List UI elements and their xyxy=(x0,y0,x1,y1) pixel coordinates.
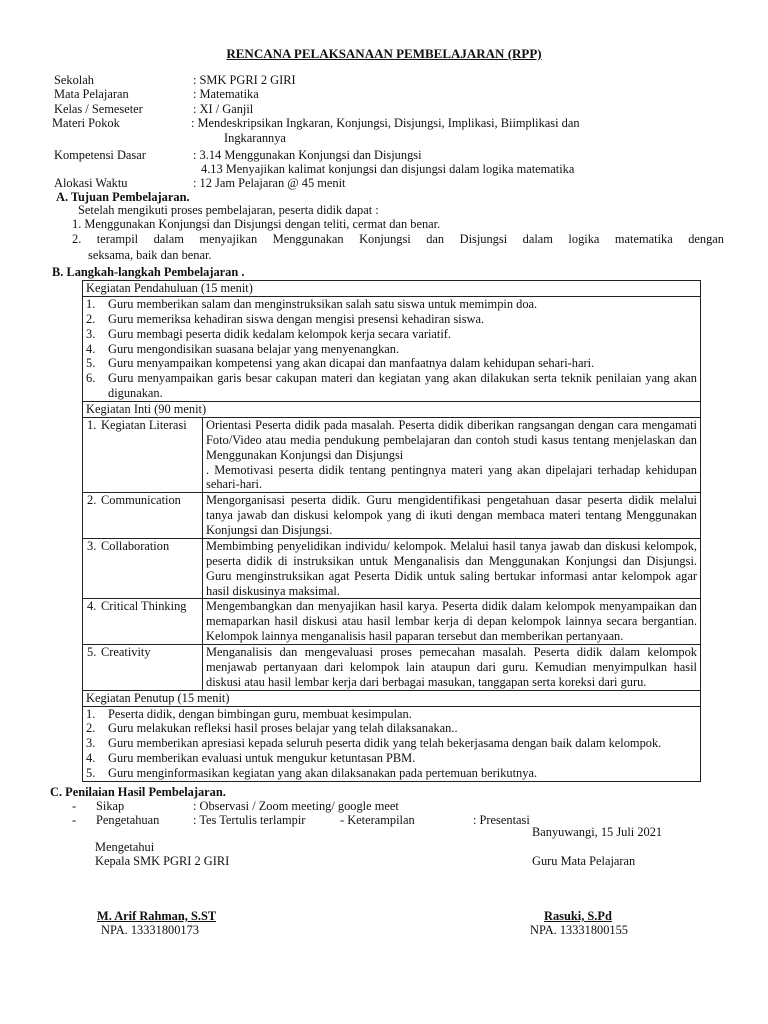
penutup-item xyxy=(86,766,697,781)
heading-langkah: B. Langkah-langkah Pembelajaran . xyxy=(52,265,245,279)
pengetahuan-dash: - xyxy=(72,813,77,827)
item-number: 4. xyxy=(86,341,96,356)
inti-activity-description xyxy=(203,599,701,645)
value-kd-1: : 3.14 Menggunakan Konjungsi dan Disjungsi xyxy=(193,148,422,162)
inti-row xyxy=(83,493,701,539)
inti-number: 4. xyxy=(87,599,97,614)
item-number: 3. xyxy=(86,326,96,341)
value-kd-2: 4.13 Menyajikan kalimat konjungsi dan disjungsi dalam logika matematika xyxy=(201,162,575,176)
left-npa: NPA. 13331800173 xyxy=(101,923,199,937)
penutup-item xyxy=(86,736,697,751)
tujuan-item-2: 2. terampil dalam menyajikan Menggunakan Konjungsi dan Disjungsi dalam logika matematika dengan xyxy=(72,232,724,246)
item-number: 1. xyxy=(86,296,96,311)
pendahuluan-item xyxy=(86,297,697,312)
penutup-list xyxy=(86,707,697,781)
item-number: 2. xyxy=(86,311,96,326)
inti-activity-label xyxy=(83,538,203,599)
value-sekolah: : SMK PGRI 2 GIRI xyxy=(193,73,296,87)
item-text: Guru memberikan evaluasi untuk mengukur ketuntasan PBM. xyxy=(108,751,416,766)
penutup-item xyxy=(86,721,697,736)
pendahuluan-item xyxy=(86,312,697,327)
item-text: Guru memeriksa kehadiran siswa dengan mengisi presensi kehadiran siswa. xyxy=(108,311,485,326)
inti-description-text: Mengorganisasi peserta didik. Guru mengidentifikasi pengetahuan dasar peserta didik melalui tanya jawab dan diskusi kelompok yang di ikuti dengan membaca materi tentang Menggunakan Konjungsi dan Disjungsi. xyxy=(206,493,697,537)
inti-number: 3. xyxy=(87,538,97,553)
inti-activity-label xyxy=(83,645,203,691)
inti-row xyxy=(83,645,701,691)
item-text: Guru menyampaikan kompetensi yang akan dicapai dan manfaatnya dalam kehidupan sehari-hari. xyxy=(108,356,595,371)
label-sekolah: Sekolah xyxy=(54,73,94,87)
tujuan-item-2-cont: seksama, baik dan benar. xyxy=(88,248,212,262)
inti-activity-description xyxy=(203,645,701,691)
inti-description-text: Orientasi Peserta didik pada masalah. Peserta didik diberikan rangsangan dengan cara mengamati Foto/Video atau media pendukung pembelajaran dan contoh studi kasus tentang menjelaskan dan Menggunakan Konjungsi dan Disjungsi xyxy=(206,417,697,462)
item-number: 1. xyxy=(86,706,96,721)
right-role: Guru Mata Pelajaran xyxy=(532,854,636,868)
inti-number: 5. xyxy=(87,645,97,659)
item-text: Guru membagi peserta didik kedalam kelompok kerja secara variatif. xyxy=(108,326,452,341)
tujuan-item-1: 1. Menggunakan Konjungsi dan Disjungsi dengan teliti, cermat dan benar. xyxy=(72,217,441,231)
penutup-item xyxy=(86,751,697,766)
penutup-header: Kegiatan Penutup (15 menit) xyxy=(83,690,701,706)
inti-description-text: Mengembangkan dan menyajikan hasil karya. Peserta didik dalam kelompok menyampaikan dan memaparkan hasil diskusi atau hasil lembar kerja di depan kelompok lainnya secara bergantian. Kelompok lainnya menganalisis hasil paparan tersebut dan memberikan pertanyaan. xyxy=(206,599,697,644)
steps-table xyxy=(82,280,701,782)
inti-activity-label xyxy=(83,417,203,492)
inti-number: 2. xyxy=(87,493,97,508)
pendahuluan-list-cell xyxy=(83,296,701,401)
inti-description-text-2: . Memotivasi peserta didik tentang pentingnya materi yang akan dipelajari terhadap kehidupan sehari-hari. xyxy=(206,462,697,492)
pendahuluan-list xyxy=(86,297,697,401)
inti-activity-description xyxy=(203,417,701,492)
mengetahui: Mengetahui xyxy=(95,840,155,854)
item-text: Guru melakukan refleksi hasil proses belajar yang telah dilaksanakan.. xyxy=(108,721,458,736)
sikap-label: Sikap xyxy=(96,799,125,813)
label-mata-pelajaran: Mata Pelajaran xyxy=(54,87,129,101)
pendahuluan-item xyxy=(86,356,697,371)
sikap-dash: - xyxy=(72,799,77,813)
tujuan-intro: Setelah mengikuti proses pembelajaran, peserta didik dapat : xyxy=(78,203,379,217)
right-name: Rasuki, S.Pd xyxy=(544,909,612,923)
item-number: 6. xyxy=(86,371,96,386)
heading-penilaian: C. Penilaian Hasil Pembelajaran. xyxy=(50,785,226,799)
inti-activity-description xyxy=(203,538,701,599)
inti-description-text: Membimbing penyelidikan individu/ kelompok. Melalui hasil tanya jawab dan diskusi kelompok, peserta didik di instruksikan untuk Menganalisis dan Menggunakan Konjungsi dan Disjungsi. Guru menginstruksikan agat Peserta Didik untuk saling bertukar informasi antar kelompok agar hasil diskusinya maksimal. xyxy=(206,538,697,598)
penutup-list-cell xyxy=(83,706,701,781)
pendahuluan-item xyxy=(86,342,697,357)
left-name: M. Arif Rahman, S.ST xyxy=(97,909,217,923)
value-materi-pokok: : Mendeskripsikan Ingkaran, Konjungsi, Disjungsi, Implikasi, Biimplikasi dan xyxy=(191,116,580,130)
inti-number: 1. xyxy=(87,417,97,432)
pendahuluan-item xyxy=(86,327,697,342)
keterampilan-value: : Presentasi xyxy=(473,813,530,827)
item-number: 3. xyxy=(86,736,96,751)
item-number: 5. xyxy=(86,766,96,780)
value-materi-pokok-cont: Ingkarannya xyxy=(224,131,286,145)
inti-activity-label xyxy=(83,493,203,539)
value-kelas: : XI / Ganjil xyxy=(193,102,254,116)
inti-header: Kegiatan Inti (90 menit) xyxy=(83,402,701,418)
item-number: 2. xyxy=(86,721,96,736)
item-text: Guru menyampaikan garis besar cakupan materi dan kegiatan yang akan dilakukan serta teknik penilaian yang akan digunakan. xyxy=(108,371,697,401)
inti-row xyxy=(83,417,701,492)
item-text: Guru mengondisikan suasana belajar yang menyenangkan. xyxy=(108,341,400,356)
item-number: 5. xyxy=(86,356,96,371)
item-text: Guru menginformasikan kegiatan yang akan dilaksanakan pada pertemuan berikutnya. xyxy=(108,766,538,780)
inti-label-text: Kegiatan Literasi xyxy=(101,417,187,432)
label-kelas: Kelas / Semeseter xyxy=(54,102,143,116)
keterampilan-label: - Keterampilan xyxy=(340,813,415,827)
penutup-item xyxy=(86,707,697,722)
inti-label-text: Critical Thinking xyxy=(101,599,187,614)
heading-tujuan: A. Tujuan Pembelajaran. xyxy=(56,190,190,204)
item-text: Guru memberikan apresiasi kepada seluruh peserta didik yang telah bekerjasama dengan baik dalam kelompok. xyxy=(108,736,662,751)
right-name-wrap xyxy=(530,909,612,924)
sikap-value: : Observasi / Zoom meeting/ google meet xyxy=(193,799,399,813)
inti-label-text: Communication xyxy=(101,493,181,508)
label-materi-pokok: Materi Pokok xyxy=(52,116,120,130)
value-alokasi-waktu: : 12 Jam Pelajaran @ 45 menit xyxy=(193,176,346,190)
left-role: Kepala SMK PGRI 2 GIRI xyxy=(95,854,230,868)
pendahuluan-item xyxy=(86,371,697,401)
document-title: RENCANA PELAKSANAAN PEMBELAJARAN (RPP) xyxy=(226,46,542,61)
label-kompetensi-dasar: Kompetensi Dasar xyxy=(54,148,146,162)
item-text: Guru memberikan salam dan menginstruksikan salah satu siswa untuk memimpin doa. xyxy=(108,296,538,311)
item-number: 4. xyxy=(86,751,96,766)
inti-row xyxy=(83,538,701,599)
pengetahuan-value: : Tes Tertulis terlampir xyxy=(193,813,306,827)
inti-row xyxy=(83,599,701,645)
inti-activity-description xyxy=(203,493,701,539)
inti-label-text: Creativity xyxy=(101,645,151,659)
right-npa: NPA. 13331800155 xyxy=(530,923,628,937)
inti-activity-label xyxy=(83,599,203,645)
pengetahuan-label: Pengetahuan xyxy=(96,813,160,827)
inti-label-text: Collaboration xyxy=(101,538,170,553)
place-date: Banyuwangi, 15 Juli 2021 xyxy=(532,825,663,839)
label-alokasi-waktu: Alokasi Waktu xyxy=(54,176,128,190)
value-mata-pelajaran: : Matematika xyxy=(193,87,259,101)
pendahuluan-header: Kegiatan Pendahuluan (15 menit) xyxy=(83,281,701,297)
inti-description-text: Menganalisis dan mengevaluasi proses pemecahan masalah. Peserta didik dalam kelompok menjawab pertanyaan dari kelompok lain ataupun dari guru. Kemudian menyimpulkan hasil diskusi atau hasil lembar kerja dari berbagai masukan, tanggapan serta koreksi dari guru. xyxy=(206,645,697,689)
item-text: Peserta didik, dengan bimbingan guru, membuat kesimpulan. xyxy=(108,706,412,721)
